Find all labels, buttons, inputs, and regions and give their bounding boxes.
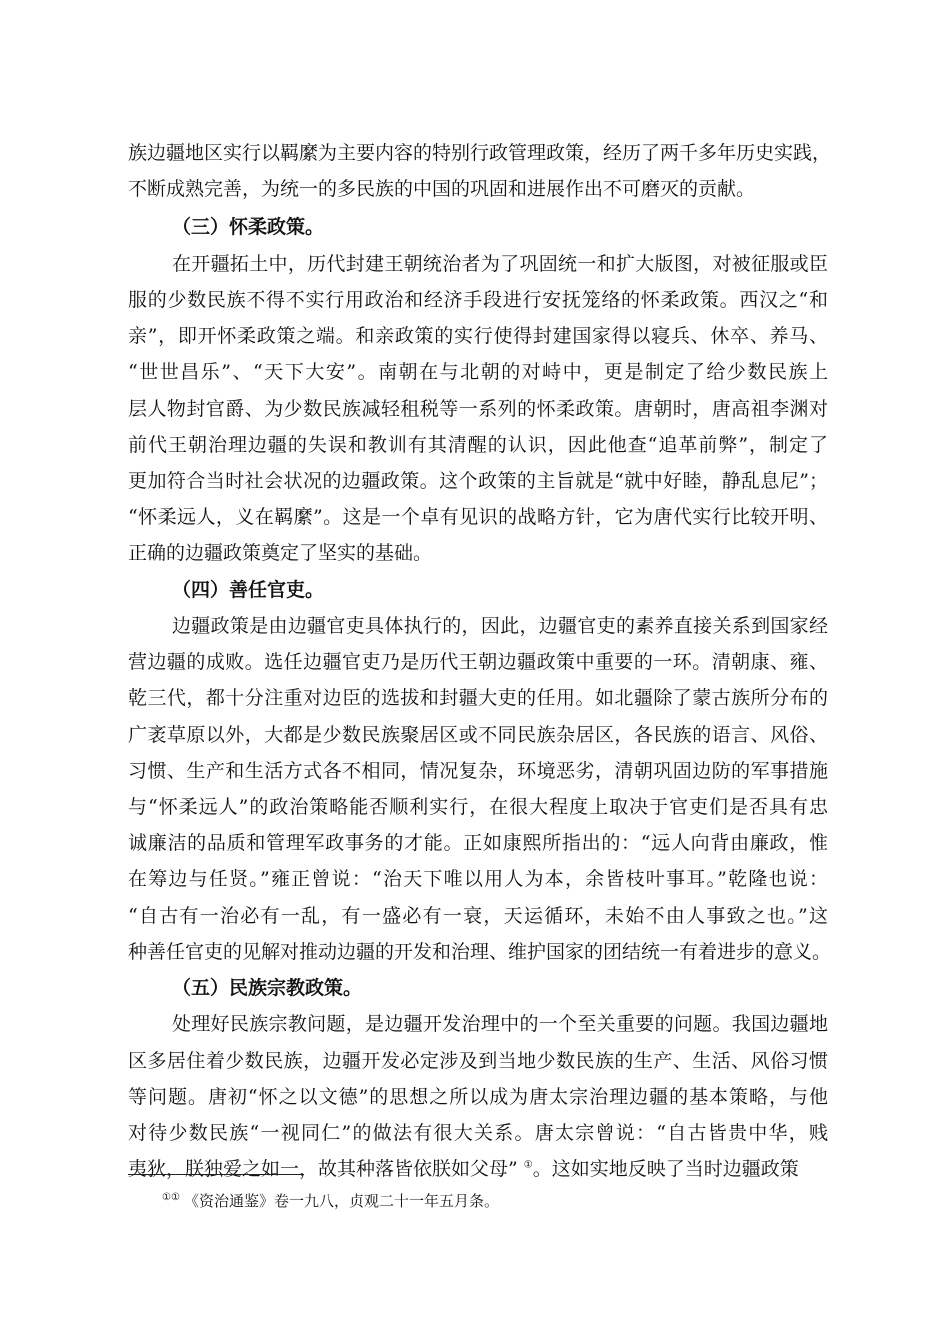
- paragraph-line: 在筹边与任贤。”雍正曾说：“治天下唯以用人为本，余皆枝叶事耳。”乾隆也说：: [128, 868, 828, 890]
- footnote: [162, 1190, 499, 1212]
- paragraph-line: 广袤草原以外，大都是少数民族聚居区或不同民族杂居区，各民族的语言、风俗、: [128, 724, 828, 746]
- paragraph-line: 不断成熟完善，为统一的多民族的中国的巩固和进展作出不可磨灭的贡献。: [128, 178, 756, 200]
- section-heading-5: （五）民族宗教政策。: [172, 977, 363, 999]
- paragraph-line: “怀柔远人，义在羁縻”。这是一个卓有见识的战略方针，它为唐代实行比较开明、: [128, 506, 828, 528]
- paragraph-line: 族边疆地区实行以羁縻为主要内容的特别行政管理政策，经历了两千多年历史实践，: [128, 142, 832, 164]
- paragraph-line: 在开疆拓土中，历代封建王朝统治者为了巩固统一和扩大版图，对被征服或臣: [172, 253, 828, 275]
- paragraph-line: 亲”，即开怀柔政策之端。和亲政策的实行使得封建国家得以寝兵、休卒、养马、: [128, 325, 828, 347]
- paragraph-line: 等问题。唐初“怀之以文德”的思想之所以成为唐太宗治理边疆的基本策略，与他: [128, 1086, 828, 1108]
- paragraph-line: 乾三代，都十分注重对边臣的选拔和封疆大吏的任用。如北疆除了蒙古族所分布的: [128, 687, 828, 709]
- paragraph-line: 前代王朝治理边疆的失误和教训有其清醒的认识，因此他查“追革前弊”，制定了: [128, 434, 828, 456]
- paragraph-line: 边疆政策是由边疆官吏具体执行的，因此，边疆官吏的素养直接关系到国家经: [172, 615, 828, 637]
- paragraph-line: “自古有一治必有一乱，有一盛必有一衰，天运循环，未始不由人事致之也。”这: [128, 905, 828, 927]
- footnote-divider: [128, 1174, 304, 1175]
- footnote-reference[interactable]: ①: [523, 1159, 533, 1171]
- paragraph-line: 与“怀柔远人”的政治策略能否顺利实行，在很大程度上取决于官吏们是否具有忠: [128, 796, 828, 818]
- footnote-text: 《资治通鉴》卷一九八，贞观二十一年五月条。: [183, 1192, 499, 1210]
- paragraph-line: 更加符合当时社会状况的边疆政策。这个政策的主旨就是“就中好睦，静乱息尼”；: [128, 470, 828, 492]
- paragraph-line: 正确的边疆政策奠定了坚实的基础。: [128, 542, 433, 564]
- paragraph-line: 区多居住着少数民族，边疆开发必定涉及到当地少数民族的生产、生活、风俗习惯: [128, 1050, 828, 1072]
- section-heading-4: （四）善任官吏。: [172, 579, 325, 601]
- section-heading-3: （三）怀柔政策。: [172, 216, 325, 238]
- paragraph-line: 营边疆的成败。选任边疆官吏乃是历代王朝边疆政策中重要的一环。清朝康、雍、: [128, 651, 828, 673]
- paragraph-line: 层人物封官爵、为少数民族减轻租税等一系列的怀柔政策。唐朝时，唐高祖李渊对: [128, 398, 828, 420]
- paragraph-line: [128, 1154, 828, 1184]
- paragraph-line: 种善任官吏的见解对推动边疆的开发和治理、维护国家的团结统一有着进步的意义。: [128, 941, 832, 963]
- paragraph-line: 处理好民族宗教问题，是边疆开发治理中的一个至关重要的问题。我国边疆地: [172, 1013, 828, 1035]
- paragraph-line: 服的少数民族不得不实行用政治和经济手段进行安抚笼络的怀柔政策。西汉之“和: [128, 289, 828, 311]
- paragraph-line: 对待少数民族“一视同仁”的做法有很大关系。唐太宗曾说：“自古皆贵中华，贱: [128, 1122, 828, 1144]
- paragraph-line: 习惯、生产和生活方式各不相同，情况复杂，环境恶劣，清朝巩固边防的军事措施: [128, 760, 828, 782]
- paragraph-line-text: 。这如实地反映了当时边疆政策: [532, 1158, 799, 1180]
- paragraph-line: “世世昌乐”、“天下大安”。南朝在与北朝的对峙中，更是制定了给少数民族上: [128, 361, 828, 383]
- paragraph-line-text: 夷狄，朕独爱之如一，故其种落皆依朕如父母”: [128, 1158, 518, 1180]
- footnote-mark: ①①: [162, 1192, 180, 1203]
- paragraph-line: 诚廉洁的品质和管理军政事务的才能。正如康熙所指出的：“远人向背由廉政，惟: [128, 832, 828, 854]
